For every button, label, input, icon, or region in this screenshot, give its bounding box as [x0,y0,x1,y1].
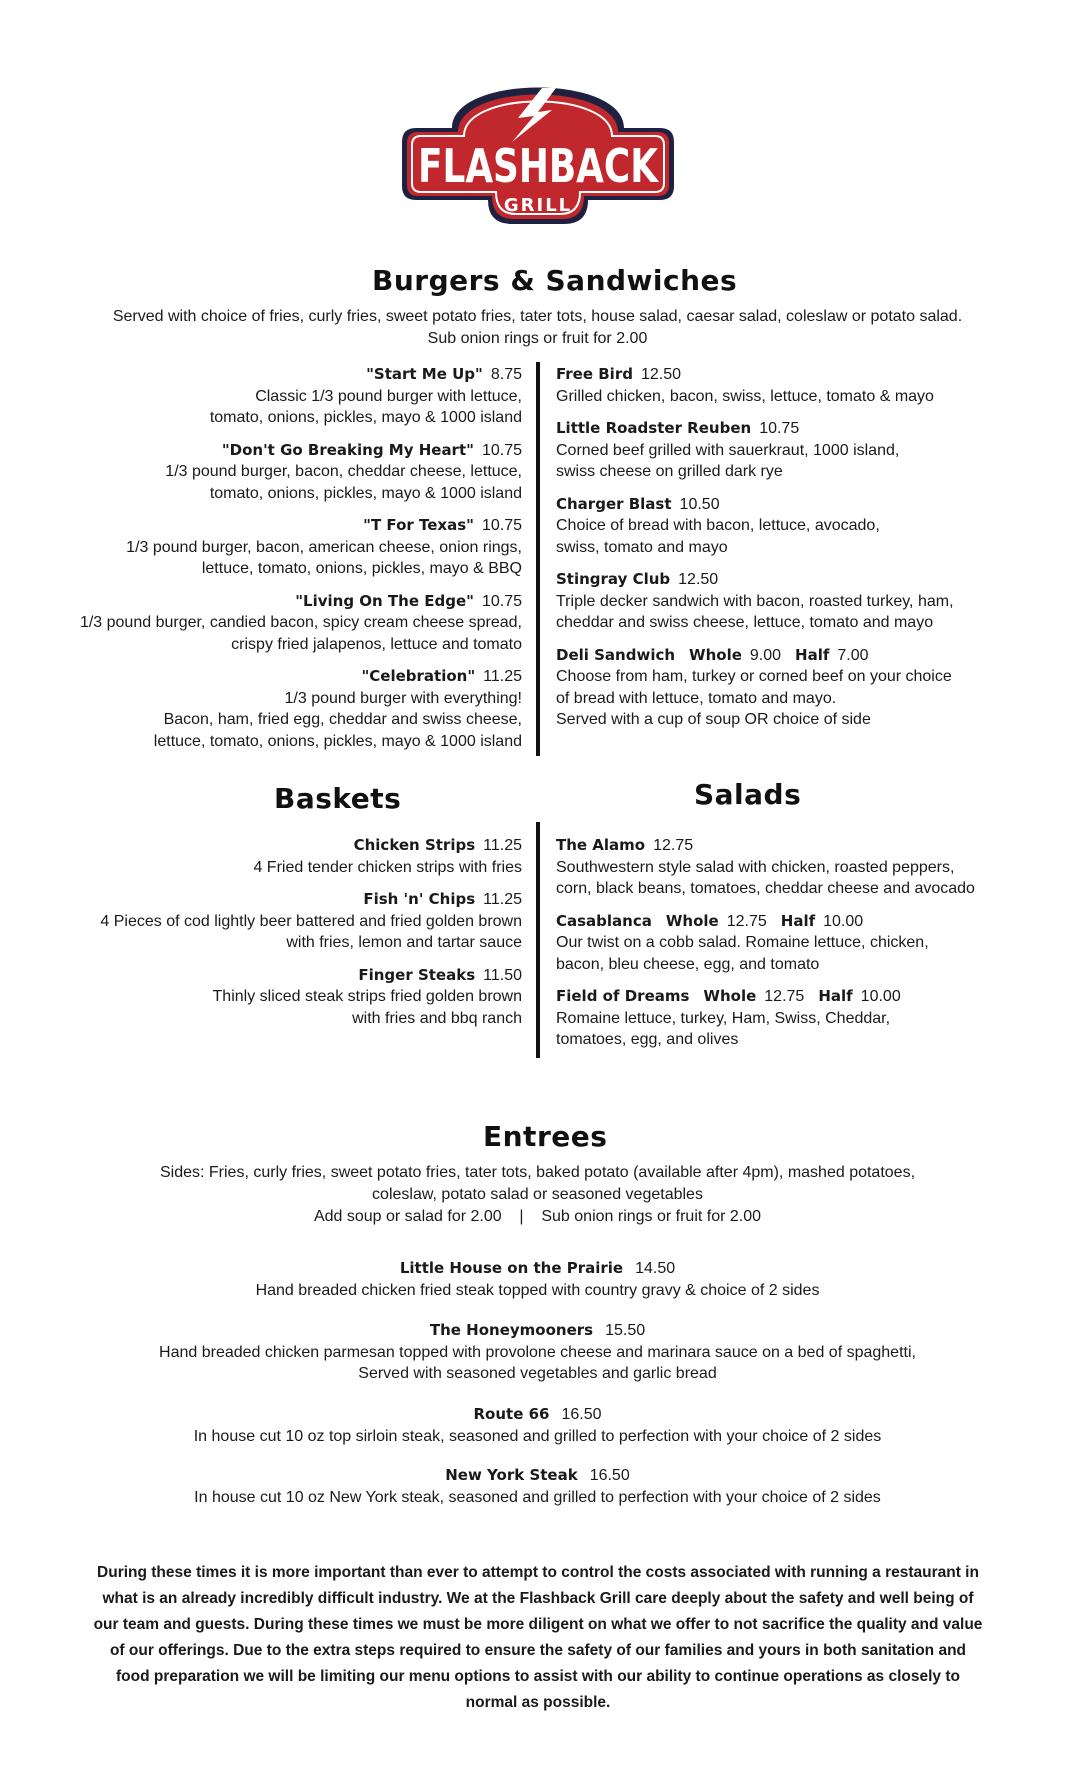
notice-line: of our offerings. Due to the extra steps required to ensure the safety of our families and yours in both sanitation and [109,1642,967,1659]
menu-item [556,986,1026,1051]
menu-item [60,835,522,878]
entree-name: The Honeymooners [429,1321,594,1339]
menu-item [60,440,522,505]
menu-item-name: Stingray Club [556,570,671,588]
menu-item-price: 11.25 [483,668,522,685]
entree-header [0,1465,1075,1487]
entree-name: Little House on the Prairie [399,1259,624,1277]
menu-item [60,364,522,429]
menu-item-price: 10.50 [679,495,720,513]
menu-item-desc: crispy fried jalapenos, lettuce and tomato [231,635,522,653]
menu-item-desc: lettuce, tomato, onions, pickles, mayo & BBQ [201,560,522,577]
menu-item-name: Free Bird [556,365,633,383]
logo-name: FLASHBACK [418,139,660,193]
menu-item-desc: 4 Fried tender chicken strips with fries [253,858,522,876]
flashback-grill-logo [392,66,684,230]
menu-item-header [60,666,522,688]
menu-item-price: 10.75 [481,517,522,534]
menu-item-price: 11.50 [483,966,522,984]
menu-item-header [556,645,1026,667]
menu-item-price: 12.50 [678,571,719,588]
menu-item-desc: 1/3 pound burger, bacon, cheddar cheese, lettuce, [165,463,522,480]
menu-item-desc: Romaine lettuce, turkey, Ham, Swiss, Cheddar, [556,1009,891,1027]
half-price: 10.00 [823,912,864,930]
menu-item-desc: Choose from ham, turkey or corned beef on your choice [556,668,952,685]
entree-header [0,1404,1075,1426]
menu-item-desc: lettuce, tomato, onions, pickles, mayo & 1000 island [153,732,522,750]
menu-item-name: Little Roadster Reuben [556,419,752,437]
notice-line: During these times it is more important than ever to attempt to control the costs associated with running a restaurant in [97,1564,979,1581]
menu-item-name: Fish 'n' Chips [363,890,476,908]
menu-item-desc: Classic 1/3 pound burger with lettuce, [255,387,522,405]
entree-desc: Served with seasoned vegetables and garlic bread [358,1365,717,1382]
notice-paragraph [88,1560,988,1716]
entree-header [0,1258,1075,1280]
menu-item-desc: of bread with lettuce, tomato and mayo. [556,689,837,707]
menu-item-price: 10.75 [481,592,522,610]
menu-item-desc: 1/3 pound burger, candied bacon, spicy cream cheese spread, [79,614,522,631]
entree-name: New York Steak [445,1466,578,1484]
menu-item-name: "Living On The Edge" [295,591,474,610]
entree-price: 15.50 [605,1322,646,1339]
menu-item-name: "T For Texas" [363,516,474,534]
menu-item-desc: Bacon, ham, fried egg, cheddar and swiss cheese, [163,711,522,728]
menu-item-desc: swiss, tomato and mayo [556,538,728,556]
menu-item-desc: Corned beef grilled with sauerkraut, 1000 island, [556,441,900,459]
menu-item-header [60,440,522,462]
notice-line: our team and guests. During these times we must be more diligent on what we offer to not sacrifice the quality and value [93,1616,983,1633]
menu-item-name: Chicken Strips [353,836,476,854]
entree-price: 16.50 [589,1467,630,1484]
menu-item-header [60,889,522,911]
menu-item-header [556,569,1026,591]
menu-item-name: The Alamo [556,836,646,854]
sandwiches-list [556,364,1026,742]
menu-item [556,911,1026,976]
menu-item-desc: 1/3 pound burger with everything! [284,689,522,707]
menu-item [60,666,522,752]
burgers-list [60,364,522,763]
menu-item-desc: 1/3 pound burger, bacon, american cheese, onion rings, [126,538,522,556]
menu-item-name: "Start Me Up" [366,365,483,383]
menu-item [60,889,522,954]
baskets-list [60,835,522,1040]
entree-desc: In house cut 10 oz top sirloin steak, seasoned and grilled to perfection with your choice of 2 sides [193,1427,882,1445]
menu-item-desc: Thinly sliced steak strips fried golden brown [212,988,522,1005]
whole-price: 12.75 [726,912,767,930]
menu-item-name: "Don't Go Breaking My Heart" [221,440,474,459]
entree-name: Route 66 [473,1405,550,1423]
menu-item-desc: Triple decker sandwich with bacon, roasted turkey, ham, [556,592,954,610]
menu-item-header [60,965,522,987]
notice-line: food preparation we will be limiting our menu options to assist with our ability to continue operations as closely to [116,1668,960,1685]
menu-item-header [556,835,1026,857]
burgers-intro: Served with choice of fries, curly fries, sweet potato fries, tater tots, house salad, caesar salad, coleslaw or potato salad. Sub onion rings or fruit for 2.00 [112,308,963,347]
menu-item-price: 12.50 [640,366,682,383]
notice-line: what is an already incredibly difficult industry. We at the Flashback Grill care deeply about the safety and well being of [102,1590,974,1607]
whole-label: Whole [703,987,757,1005]
menu-item-desc: Grilled chicken, bacon, swiss, lettuce, tomato & mayo [556,387,934,405]
menu-item-price: 8.75 [490,366,522,383]
half-label: Half [795,645,830,664]
whole-label: Whole [665,911,719,930]
menu-item [556,645,1026,731]
section-title-baskets: Baskets [274,782,402,815]
menu-item [556,835,1026,900]
menu-item-price: 12.75 [653,837,694,854]
whole-price: 12.75 [764,988,805,1005]
menu-item-header [60,364,522,386]
menu-item-desc: bacon, bleu cheese, egg, and tomato [556,955,820,973]
menu-item-header [556,418,1026,440]
menu-item-price: 10.75 [481,441,522,459]
menu-item [60,591,522,656]
menu-item-price: 11.25 [483,891,522,908]
entree-desc: Hand breaded chicken fried steak topped with country gravy & choice of 2 sides [255,1281,820,1299]
menu-item-desc: swiss cheese on grilled dark rye [556,463,783,480]
menu-item [556,494,1026,559]
menu-item-name: Deli Sandwich [556,645,676,664]
menu-item [556,569,1026,634]
section-title-entrees: Entrees [483,1120,608,1153]
menu-item-desc: Southwestern style salad with chicken, roasted peppers, [556,858,955,876]
half-price: 10.00 [860,988,901,1005]
entree-price: 16.50 [561,1406,602,1423]
menu-item-name: Finger Steaks [358,965,476,984]
menu-item-header [60,591,522,613]
menu-item-name: "Celebration" [361,667,476,685]
half-price: 7.00 [837,646,869,664]
menu-item-desc: Served with a cup of soup OR choice of side [556,711,871,728]
menu-item-desc: tomato, onions, pickles, mayo & 1000 island [209,484,522,502]
menu-item-desc: tomatoes, egg, and olives [556,1031,739,1048]
menu-item-header [60,835,522,857]
menu-item-name: Casablanca [556,911,652,930]
menu-item-desc: with fries and bbq ranch [352,1009,522,1027]
whole-price: 9.00 [749,646,782,664]
menu-item-name: Field of Dreams [556,987,690,1005]
menu-item-name: Charger Blast [556,494,672,513]
entree-item [0,1258,1075,1301]
entree-item [0,1465,1075,1508]
menu-item-header [556,494,1026,516]
menu-item-desc: cheddar and swiss cheese, lettuce, tomato and mayo [556,614,934,631]
half-label: Half [818,987,853,1005]
salads-list [556,835,1026,1062]
menu-item-price: 10.75 [759,420,800,437]
column-divider [536,822,540,1058]
whole-label: Whole [689,645,742,664]
menu-item-desc: with fries, lemon and tartar sauce [286,934,522,951]
entree-desc: Hand breaded chicken parmesan topped with provolone cheese and marinara sauce on a bed of spaghetti, [159,1343,916,1361]
column-divider [536,362,540,756]
menu-item-header [556,911,1026,933]
notice-line: normal as possible. [465,1694,611,1711]
half-label: Half [780,911,816,930]
menu-item-desc: Our twist on a cobb salad. Romaine lettuce, chicken, [556,934,929,951]
menu-item [60,965,522,1030]
entree-item [0,1320,1075,1385]
section-title-burgers: Burgers & Sandwiches [372,264,738,297]
menu-item-desc: 4 Pieces of cod lightly beer battered and fried golden brown [100,912,522,930]
menu-item [556,364,1026,407]
menu-item [60,515,522,580]
menu-item-desc: Choice of bread with bacon, lettuce, avocado, [556,517,880,534]
menu-item-price: 11.25 [483,837,522,854]
entrees-sides: Sides: Fries, curly fries, sweet potato fries, tater tots, baked potato (available after 4pm), mashed potatoes, coleslaw, potato salad or seasoned vegetables Add soup or salad for 2.00 | Sub onion rings or fruit for 2.00 [159,1164,916,1225]
entree-desc: In house cut 10 oz New York steak, seasoned and grilled to perfection with your choice of 2 sides [194,1488,881,1506]
menu-item-desc: corn, black beans, tomatoes, cheddar cheese and avocado [556,880,975,897]
entree-header [0,1320,1075,1342]
menu-item-desc: tomato, onions, pickles, mayo & 1000 island [209,409,522,426]
section-title-salads: Salads [694,778,802,811]
menu-item-header [556,364,1026,386]
menu-item-header [556,986,1026,1008]
menu-item [556,418,1026,483]
logo-sub: GRILL [503,195,573,216]
entree-item [0,1404,1075,1447]
menu-item-header [60,515,522,537]
entree-price: 14.50 [635,1260,676,1277]
